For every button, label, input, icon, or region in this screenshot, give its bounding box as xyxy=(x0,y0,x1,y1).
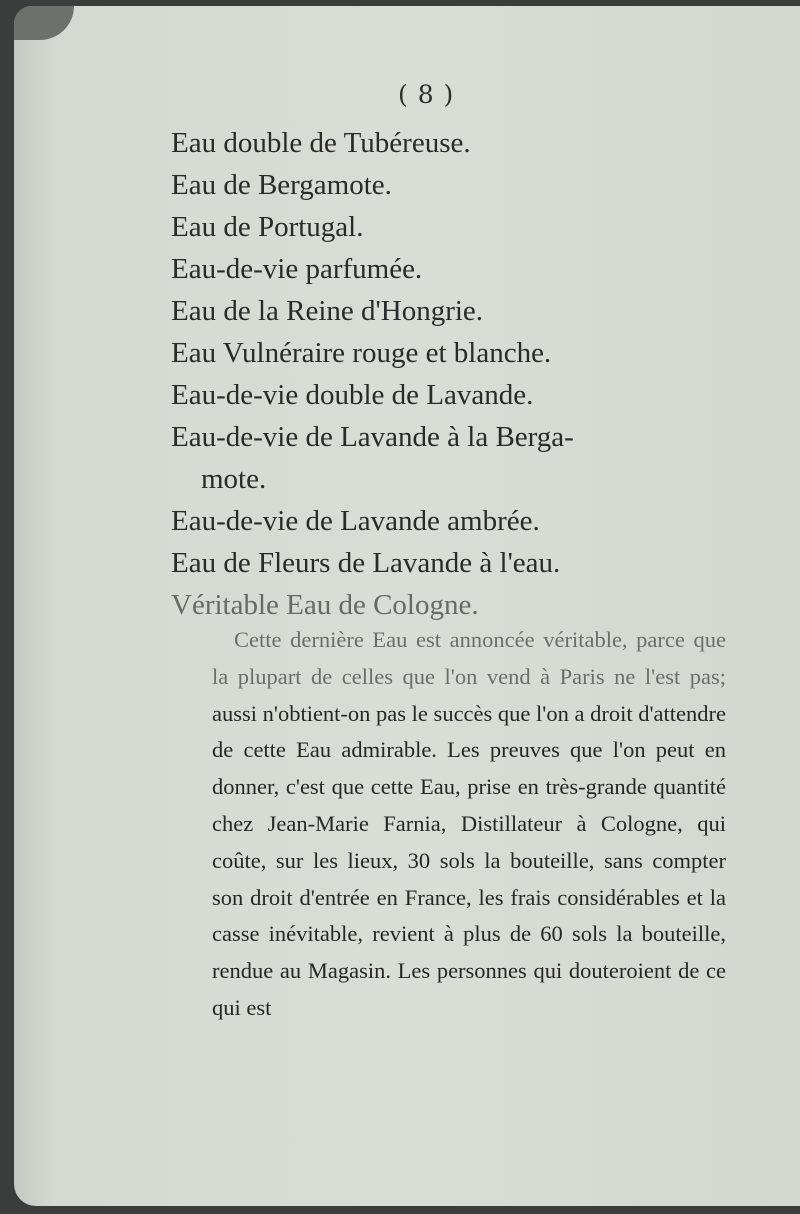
list-item: Eau-de-vie de Lavande ambrée. xyxy=(171,505,540,537)
description-paragraph xyxy=(212,622,726,1027)
paragraph-faded-text: Cette dernière Eau est annoncée véritable, parce que la plupart de celles que l'on vend à Paris ne l'est pas; xyxy=(212,627,726,689)
torn-page-corner xyxy=(14,6,74,40)
product-list xyxy=(171,122,731,626)
paragraph-text: aussi n'obtient-on pas le succès que l'on a droit d'attendre de cette Eau admirable. Les preuves que l'on peut en donner, c'est que cette Eau, prise en très-grande quantité chez Jean-Marie Farnia, Distillateur à Cologne, qui coûte, sur les lieux, 30 sols la bouteille, sans compter son droit d'entrée en France, les frais considérables et la casse inévitable, revient à plus de 60 sols la bouteille, rendue au Magasin. Les personnes qui douteroient de ce qui est xyxy=(212,700,726,1020)
list-item: Eau-de-vie parfumée. xyxy=(171,253,423,285)
list-item: Véritable Eau de Cologne. xyxy=(171,589,479,621)
book-page xyxy=(14,6,800,1206)
list-item-first-line: Eau-de-vie de Lavande à la Berga- xyxy=(171,421,574,453)
list-item-wrapped xyxy=(171,416,731,500)
list-item: Eau de Portugal. xyxy=(171,211,364,243)
list-item: Eau de la Reine d'Hongrie. xyxy=(171,295,484,327)
page-number: ( 8 ) xyxy=(398,80,455,109)
list-item-continuation: mote. xyxy=(201,463,267,495)
list-item: Eau de Fleurs de Lavande à l'eau. xyxy=(171,547,561,579)
list-item: Eau-de-vie double de Lavande. xyxy=(171,379,534,411)
list-item: Eau double de Tubéreuse. xyxy=(171,127,471,159)
list-item: Eau Vulnéraire rouge et blanche. xyxy=(171,337,552,369)
list-item: Eau de Bergamote. xyxy=(171,169,392,201)
